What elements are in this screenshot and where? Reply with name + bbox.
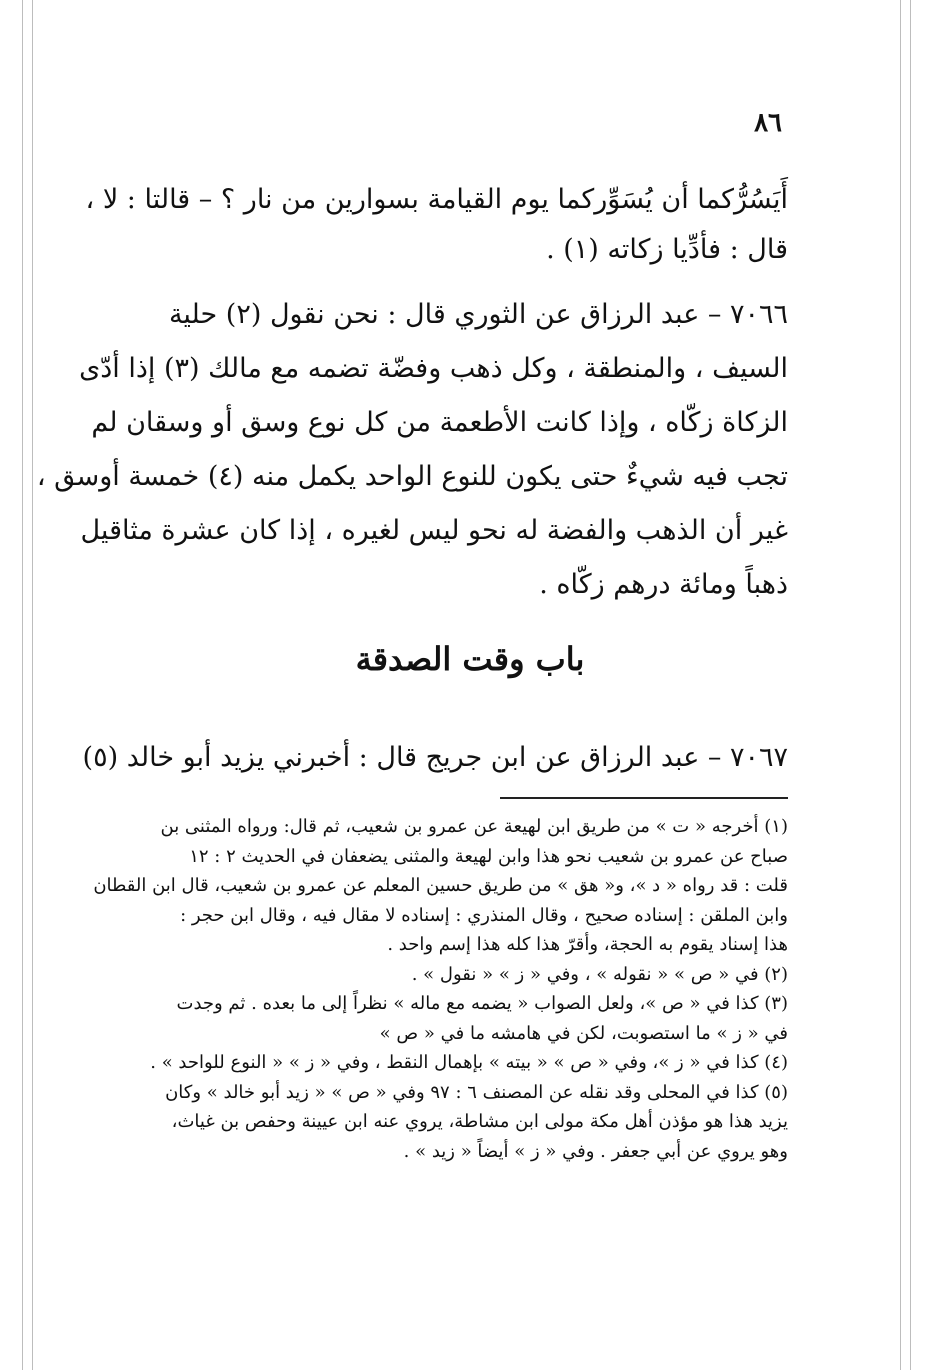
footnotes (93, 812, 788, 1166)
text-line: غير أن الذهب والفضة له نحو ليس لغيره ، إذا كان عشرة مثاقيل (80, 515, 788, 546)
text-line: الزكاة زكّاه ، وإذا كانت الأطعمة من كل نوع وسق أو وسقان لم (91, 407, 788, 438)
footnote-line: (٥) كذا في المحلى وقد نقله عن المصنف ٦ : ٩٧ وفي « ص » « زيد أبو خالد » وكان (165, 1081, 788, 1103)
footnote-line: قلت : قد رواه « د »، و« هق » من طريق حسين المعلم عن عمرو بن شعيب، قال ابن القطان (93, 875, 788, 896)
text-line: تجب فيه شيءٌ حتى يكون للنوع الواحد يكمل منه (٤) خمسة أوسق ، (36, 461, 788, 492)
page-number: ٨٦ (754, 108, 782, 138)
footnote-separator (500, 797, 788, 799)
text-line: أَيَسُرُّكما أن يُسَوِّركما يوم القيامة بسوارين من نار ؟ – قالتا : لا ، (85, 184, 788, 215)
footnote-line: وابن الملقن : إسناده صحيح ، وقال المنذري : إسناده لا مقال فيه ، وقال ابن حجر : (180, 904, 788, 926)
section-heading: باب وقت الصدقة (355, 640, 585, 678)
footnote-line: صباح عن عمرو بن شعيب نحو هذا وابن لهيعة والمثنى يضعفان في الحديث ٢ : ١٢ (189, 845, 788, 867)
text-line: ذهباً ومائة درهم زكّاه . (539, 569, 788, 600)
footnote-line: (٤) كذا في « ز »، وفي « ص » « بيته » بإهمال النقط ، وفي « ز » « النوع للواحد » . (150, 1052, 788, 1073)
right-margin-rule (900, 0, 914, 1370)
intro-paragraph (85, 175, 788, 275)
text-line: قال : فأدِّيا زكاته (١) . (546, 234, 788, 265)
footnote-line: يزيد هذا هو مؤذن أهل مكة مولى ابن مشاطة، يروي عنه ابن عيينة وحفص بن غياث، (171, 1111, 788, 1132)
footnote-line: (٣) كذا في « ص »، ولعل الصواب « يضمه مع ماله » نظراً إلى ما بعده . ثم وجدت (176, 993, 788, 1014)
footnote-line: وهو يروي عن أبي جعفر . وفي « ز » أيضاً « زيد » . (403, 1140, 788, 1162)
left-margin-rule (22, 0, 36, 1370)
text-line: السيف ، والمنطقة ، وكل ذهب وفضّة تضمه مع مالك (٣) إذا أدّى (79, 353, 788, 384)
hadith-7066-paragraph (36, 288, 788, 612)
hadith-7067-start: ٧٠٦٧ – عبد الرزاق عن ابن جريج قال : أخبرني يزيد أبو خالد (٥) (82, 742, 788, 773)
footnote-line: (١) أخرجه « ت » من طريق ابن لهيعة عن عمرو بن شعيب، ثم قال: ورواه المثنى بن (160, 816, 788, 837)
text-line: ٧٠٦٦ – عبد الرزاق عن الثوري قال : نحن نقول (٢) حلية (168, 299, 788, 330)
footnote-line: هذا إسناد يقوم به الحجة، وأقرّ هذا كله هذا إسم واحد . (387, 934, 788, 955)
footnote-line: في « ز » ما استصوبت، لكن في هامشه ما في « ص » (379, 1022, 788, 1044)
footnote-line: (٢) في « ص » « نقوله » ، وفي « ز » « نقول » . (411, 963, 788, 985)
